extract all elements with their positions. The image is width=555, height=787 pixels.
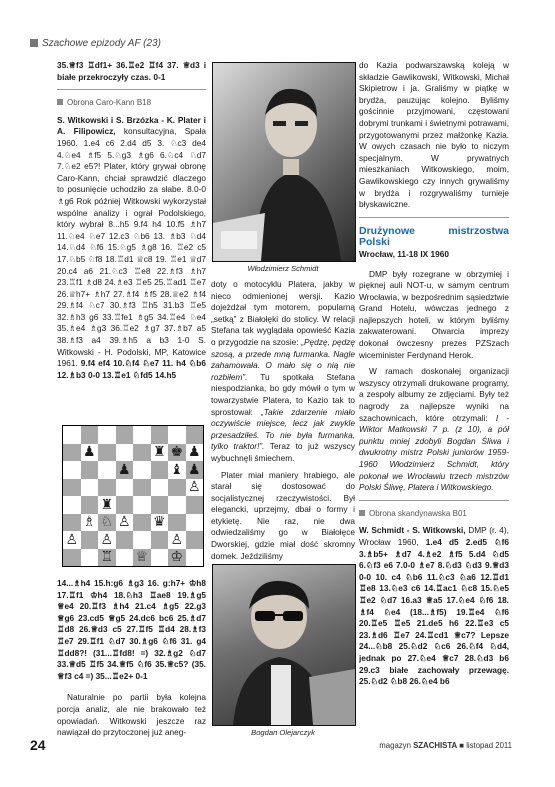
board-square	[186, 496, 204, 514]
board-square	[186, 514, 204, 532]
section-header	[30, 38, 161, 49]
game-heading: S. Witkowski i S. Brzózka - K. Plater i A. Filipowicz,	[57, 114, 206, 137]
board-square	[63, 444, 81, 462]
board-square	[168, 514, 186, 532]
mid-italic-2: „Takie zdarzenie miało oczywiście miejsce, lecz jak zwykle przesadziłeś. To nie była furmanka, tylko traktor!”.	[211, 406, 355, 452]
right-game-heading: W. Schmidt - S. Witkowski,	[359, 525, 466, 536]
middle-column	[211, 279, 355, 562]
board-square	[186, 426, 204, 444]
game-body: 1.e4 c6 2.d4 d5 3. ♘c3 de4 4.♘e4 ♗f5 5.♘g3 ♗g6 6.♘c4 ♘d7 7.♘e2 e5?! Plater, który grywał obronę Caro-Kann, chciał sprawdzić dlaczego to posunięcie uchodziło za słabe. 8.0-0 ♗g6 Rok później Witkowski wykorzystał wspólne analizy i ograł Podolskiego, który wybrał 8...h5 9.f4 h4 10.f5 ♗h7 11.♘e4 ♘e7 12.c3 ♘b6 13. ♗b3 ♘d4 14.♘d4 ♘f6 15.♘g5 ♗g8 16. ♖e2 c5 17.♘b5 ♘f8 18.♖d1 ♕c8 19. ♖e1 ♕d7 20.c4 a6 21.♘c3 ♖e8 22.♗f3 ♗h7 23.♖f1 ♗d8 24.♗e3 ♖e5 25.♖ad1 ♖e7 26.♕h7+ ♗h7 27.♗f4 ♗f5 28.♕e2 ♗f4 29.♗f4 ♘c7 30.♗f3 ♖h5 31.b3 ♖e5 32.♗h3 g6 33.♖fe1 ♗g5 34.♖e4 ♘e4 35.♗e4 ♗g3 36.♖e2 ♗g7 37.♗b7 a5 38.♗f3 a4 39.♗h5 a b3 1-0 S. Witkowski - H. Podolski, MP, Katowice 1961.	[57, 137, 206, 369]
right-text-3: W ramach doskonałej organizacji wszyscy otrzymali drukowane programy, a zespoły albumy ze zdjęciami. Były też nagrody za najlepsze wyniki na szachownicach, które otrzymali:	[359, 366, 509, 423]
left-column-lower	[57, 578, 206, 739]
mid-text-3: Teraz to już wszyscy wybuchnęli śmiechem.	[211, 441, 355, 463]
portrait-illustration	[213, 63, 355, 261]
board-square-piece: ♙	[98, 531, 116, 549]
board-square	[168, 426, 186, 444]
divider	[57, 89, 206, 90]
board-square	[81, 531, 99, 549]
divider-right-2	[359, 500, 509, 501]
board-square	[116, 479, 134, 497]
board-square-piece: ♖	[98, 549, 116, 567]
opening-tag-right	[359, 508, 509, 520]
board-square	[81, 549, 99, 567]
right-paragraph-1: do Kazia podwarszawską koleją w składzie Gawlikowski, Witkowski, Michał Skipietrow i ja. Graliśmy w piątkę w brydża, pauzując kolejno. Byliśmy gościnnie przyjmowani, częstowani dobrymi trunkami i świetnymi potrawami, przygotowanymi przez małżonkę Kazia. W owych czasach nie było to niczym specjalnym. W prywatnych mieszkaniach Witkowskiego, moim, Gawlikowskiego czy innych grywaliśmy w brydża i rozgrywaliśmy turnieje błyskawiczne.	[359, 60, 509, 210]
section-title: Szachowe epizody AF (23)	[42, 38, 161, 49]
right-paragraph-3	[359, 366, 509, 494]
right-game-paragraph	[359, 525, 509, 687]
game-body-end: 9.f4 ef4 10.♘f4 ♘e7 11. h4 ♘b6 12.♗b3 0-0 13.♖e1 ♘fd5 14.h5	[57, 358, 206, 380]
board-square	[133, 444, 151, 462]
footer-magazine: magazyn SZACHISTA ■ listopad 2011	[379, 741, 512, 750]
board-square-piece: ♛	[151, 514, 169, 532]
board-square	[63, 461, 81, 479]
board-square	[116, 531, 134, 549]
board-square-piece: ♟	[116, 461, 134, 479]
game-paragraph	[57, 115, 206, 382]
page-number: 24	[30, 737, 46, 753]
middle-paragraph-1	[211, 279, 355, 465]
board-square-piece: ♜	[151, 444, 169, 462]
photo-caption-bottom: Bogdan Olejarczyk	[251, 728, 315, 737]
board-square	[151, 496, 169, 514]
board-square	[116, 426, 134, 444]
board-square-piece: ♟	[186, 444, 204, 462]
board-square-piece: ♜	[98, 496, 116, 514]
board-square-piece: ♔	[168, 549, 186, 567]
opening-tag-right-text: Obrona skandynawska B01	[369, 508, 467, 518]
board-square	[63, 514, 81, 532]
board-square-piece: ♙	[168, 531, 186, 549]
opening-tag	[57, 97, 206, 109]
board-square	[98, 426, 116, 444]
divider-right	[359, 217, 509, 218]
board-square	[81, 426, 99, 444]
board-square	[168, 496, 186, 514]
board-square	[186, 549, 204, 567]
portrait-illustration-2	[213, 565, 355, 725]
footer-magazine-name: SZACHISTA	[413, 741, 458, 750]
board-square	[116, 549, 134, 567]
board-square-piece: ♚	[168, 444, 186, 462]
left-column	[57, 60, 206, 381]
board-square-piece: ♕	[133, 549, 151, 567]
board-square	[186, 531, 204, 549]
board-square	[133, 461, 151, 479]
footer-issue: listopad 2011	[466, 741, 512, 750]
opening-tag-text: Obrona Caro-Kann B18	[67, 98, 152, 108]
right-game-moves: 1.e4 d5 2.ed5 ♘f6 3.♗b5+ ♗d7 4.♗e2 ♗f5 5.d4 ♘d5 6.♘f3 e6 7.0-0 ♗e7 8.♘d3 ♘d3 9.♕d3 0-0 10. c4 ♘b6 11.♘c3 ♘a6 12.♖d1 ♖e8 13.♘e3 c6 14.♖ac1 ♘c8 15.♘e5 ♖e2 ♘d7 16.a3 ♕a5 17.♘e4 ♘f6 18. ♗f4 ♘e4 (18...♗f5) 19.♖e4 ♘f6 20.♖e5 ♖e5 21.de5 h6 22.♖e3 c5 23.♗d6 ♖e7 24.♖cd1 ♕c7? Lepsze 24...♘b8 25.♘d2 ♘c6 26.♘f4 ♘d4, jednak po 27.♘e4 ♕c7 28.♘d3 b6 29.c3 białe zachowały przewagę. 25.♘d2 ♘b8 26.♘e4 b6	[359, 536, 509, 687]
board-square-piece: ♘	[98, 514, 116, 532]
photo-caption-top: Włodzimierz Schmidt	[247, 264, 319, 273]
board-square	[81, 461, 99, 479]
board-square	[98, 461, 116, 479]
board-square	[98, 444, 116, 462]
board-square	[151, 549, 169, 567]
board-square-piece: ♙	[186, 479, 204, 497]
board-square	[63, 549, 81, 567]
board-square	[133, 479, 151, 497]
board-square	[81, 479, 99, 497]
tag-square-icon	[57, 99, 63, 105]
board-square-piece: ♟	[186, 461, 204, 479]
photo-olejarczyk	[212, 564, 356, 726]
board-square	[63, 496, 81, 514]
header-square-icon	[30, 39, 38, 47]
board-square-piece: ♙	[116, 514, 134, 532]
closing-paragraph: Naturalnie po partii była kolejna porcja analiz, ale nie brakowało też opowiadań. Witkowski jeszcze raz nawiązał do przytoczonej już aneg-	[57, 692, 206, 738]
footer-prefix: magazyn	[379, 741, 414, 750]
board-square	[151, 461, 169, 479]
board-square-piece: ♟	[81, 444, 99, 462]
right-column	[359, 60, 509, 688]
board-square	[81, 496, 99, 514]
right-game-meta: DMP (r. 4), Wrocław 1960,	[359, 525, 509, 547]
game-meta: konsultacyjna, Spała 1960.	[57, 126, 206, 148]
board-square-piece: ♗	[81, 514, 99, 532]
board-square	[133, 426, 151, 444]
intro-moves: 35.♕f3 ♖df1+ 36.♖e2 ♖f4 37. ♕d3 i białe przekroczyły czas. 0-1	[57, 60, 206, 82]
chessboard-diagram	[62, 425, 204, 567]
board-square-piece: ♙	[63, 531, 81, 549]
board-square	[116, 444, 134, 462]
board-square	[133, 531, 151, 549]
board-square	[133, 496, 151, 514]
mid-text-2: Tu spotkała Stefana niespodzianka, bo gdy mówił o tym w towarzystwie Platera, to Kazio tak to sprostował:	[211, 371, 355, 417]
section-title-dmp: Drużynowe mistrzostwa Polski	[359, 224, 509, 249]
board-square	[63, 426, 81, 444]
right-italic-3: I - Wiktor Matkowski 7 p. (z 10), a pół punktu mniej zdobyli Bogdan Śliwa i dwukrotny mistrz Polski juniorów 1959-1960 Włodzimierz Schmidt, który pokonał we Wrocławiu trzech mistrzów Polski Śliwę, Platera i Witkowskiego.	[359, 412, 509, 493]
board-square-piece: ♝	[168, 461, 186, 479]
board-square	[63, 479, 81, 497]
tag-square-icon-right	[359, 510, 365, 516]
board-square	[168, 479, 186, 497]
board-square	[151, 531, 169, 549]
mid-text-1: doty o motocyklu Platera, jakby w nieco odmienionej wersji. Kazio dojeżdżał tym motorem, popularną „setką” z Białołęki do stolicy. W relacji Stefana tak wyglądała opowieść Kazia o przygodzie na szosie:	[211, 279, 355, 347]
after-board-moves: 14...♗h4 15.h:g6 ♗g3 16. g:h7+ ♔h8 17.♖f1 ♔h4 18.♘h3 ♖ae8 19.♗g5 ♕e4 20.♖f3 ♗h4 21.c4 ♗g5 22.g3 ♕g6 23.cd5 ♕g5 24.dc6 bc6 25.♗d7 ♖d8 26.♕d3 c5 27.♖f5 ♖d4 28.♗f3 ♖e7 29.♖f1 ♘d7 30.♗g6 ♘f6 31. g4 ♖dd8?! (31...♖fd8! =) 32.♗g2 ♘d7 33.♕d5 ♖f5 34.♕f5 ♘f6 35.♕c5? (35. ♕f3 c4 =) 35...♖e2+ 0-1	[57, 578, 206, 681]
section-subtitle-dmp: Wrocław, 11-18 IX 1960	[359, 248, 449, 259]
board-square	[116, 496, 134, 514]
middle-paragraph-2: Plater miał maniery hrabiego, ale starał się dostosować do socjalistycznej rzeczywistości. Był elegancki, uprzejmy, dbał o formy i etykietę. Nie raz, nie dwa odwiedzaliśmy go w Białołęce Dworskiej, gdzie miał dość skromny domek. Jeździliśmy	[211, 469, 355, 561]
board-square	[133, 514, 151, 532]
photo-schmidt	[212, 62, 356, 262]
board-square	[151, 426, 169, 444]
board-square	[98, 479, 116, 497]
mid-italic-1: „Pędzę, pędzę szosą, a przede mną furmanka. Nagle zahamowała. O mało się o nią nie rozbiłem”.	[211, 336, 355, 382]
board-square	[151, 479, 169, 497]
right-paragraph-2: DMP były rozegrane w obrzymiej i pięknej auli NOT-u, w samym centrum Wrocławia, w bezpośrednim sąsiedztwie Grand Hotelu, wówczas jednego z najlepszych hoteli, w którym byliśmy zakwaterowani. Otwarcia imprezy dokonał ówczesny prezes PZSzach wiceminister Ferdynand Herok.	[359, 268, 509, 360]
